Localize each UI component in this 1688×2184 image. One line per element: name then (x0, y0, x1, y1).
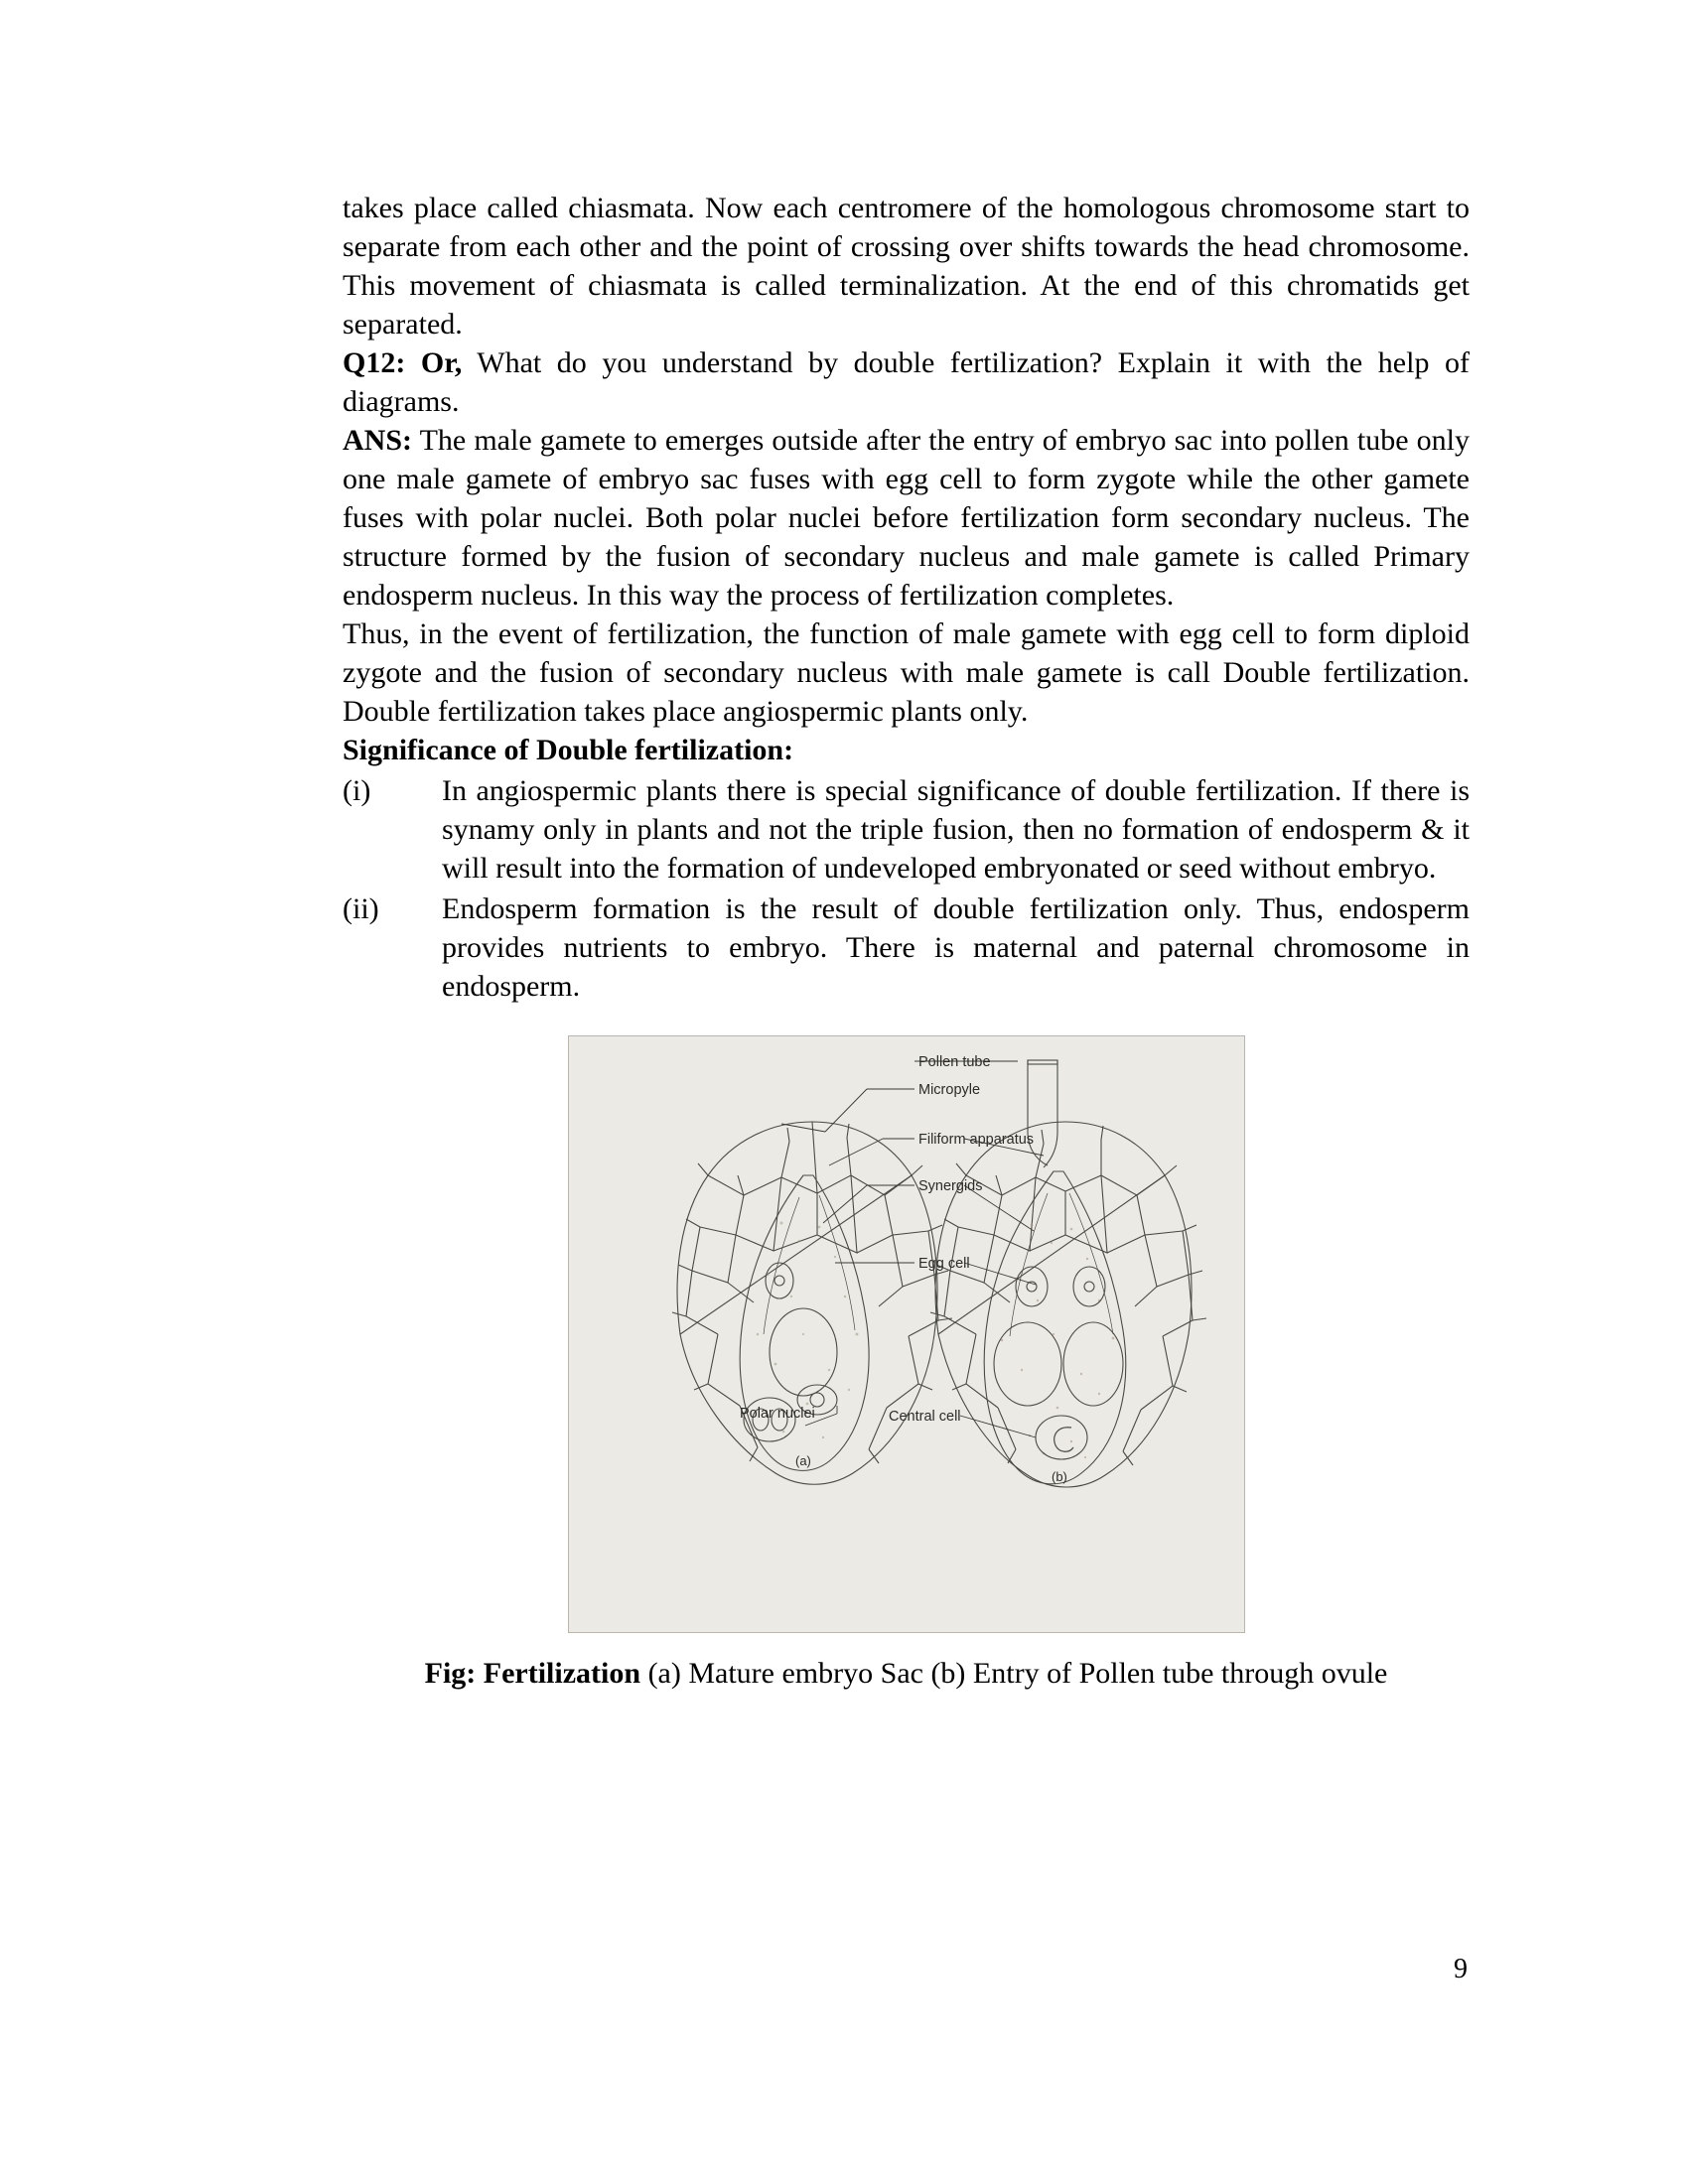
question-text: What do you understand by double fertilization? Explain it with the help of diagrams. (343, 346, 1470, 418)
answer-text: The male gamete to emerges outside after the entry of embryo sac into pollen tube only one male gamete of embryo sac fuses with egg cell to form zygote while the other gamete fuses with polar nuclei. Both polar nuclei before fertilization form secondary nucleus. The structure formed by the fusion of secondary nucleus and male gamete is called Primary endosperm nucleus. In this way the process of fertilization completes. (343, 424, 1470, 612)
significance-heading: Significance of Double fertilization: (343, 734, 794, 766)
list-item-marker: (ii) (343, 892, 379, 925)
figure-container (343, 1035, 1470, 1633)
list-item-marker: (i) (343, 774, 371, 807)
label-filiform-apparatus: Filiform apparatus (917, 1132, 1034, 1148)
answer-label: ANS: (343, 424, 413, 457)
list-item-text: Endosperm formation is the result of double fertilization only. Thus, endosperm provides nutrients to embryo. There is maternal and paternal chromosome in endosperm. (442, 892, 1470, 1003)
list-item (343, 889, 1470, 1006)
label-central-cell: Central cell (888, 1409, 961, 1425)
figure-caption (343, 1657, 1470, 1691)
label-synergids: Synergids (917, 1178, 982, 1194)
paragraph-intro: takes place called chiasmata. Now each centromere of the homologous chromosome start to separate from each other and the point of crossing over shifts towards the head chromosome. This movement of chiasmata is called terminalization. At the end of this chromatids get separated. (343, 192, 1470, 341)
figure-caption-rest: (a) Mature embryo Sac (b) Entry of Pollen tube through ovule (640, 1657, 1388, 1690)
label-pollen-tube: Pollen tube (917, 1054, 991, 1070)
label-panel-a: (a) (794, 1453, 811, 1468)
label-polar-nuclei: Polar nuclei (739, 1406, 815, 1422)
question-label: Q12: Or, (343, 346, 463, 379)
list-item (343, 771, 1470, 887)
label-egg-cell: Egg cell (917, 1256, 970, 1272)
list-item-text: In angiospermic plants there is special significance of double fertilization. If there is synamy only in plants and not the triple fusion, then no formation of endosperm & it will result into the formation of undeveloped embryonated or seed without embryo. (442, 774, 1470, 885)
paragraph-conclusion: Thus, in the event of fertilization, the function of male gamete with egg cell to form diploid zygote and the fusion of secondary nucleus with male gamete is call Double fertilization. Double fertilization takes place angiospermic plants only. (343, 617, 1470, 728)
fertilization-diagram-svg (569, 1036, 1244, 1632)
label-micropyle: Micropyle (917, 1082, 980, 1098)
answer-block (343, 421, 1470, 614)
figure-caption-lead: Fig: Fertilization (424, 1657, 641, 1690)
page-content (343, 189, 1470, 1720)
fertilization-diagram-image (568, 1035, 1245, 1633)
page-number: 9 (1454, 1954, 1468, 1984)
question-q12 (343, 343, 1470, 421)
label-panel-b: (b) (1051, 1469, 1067, 1484)
